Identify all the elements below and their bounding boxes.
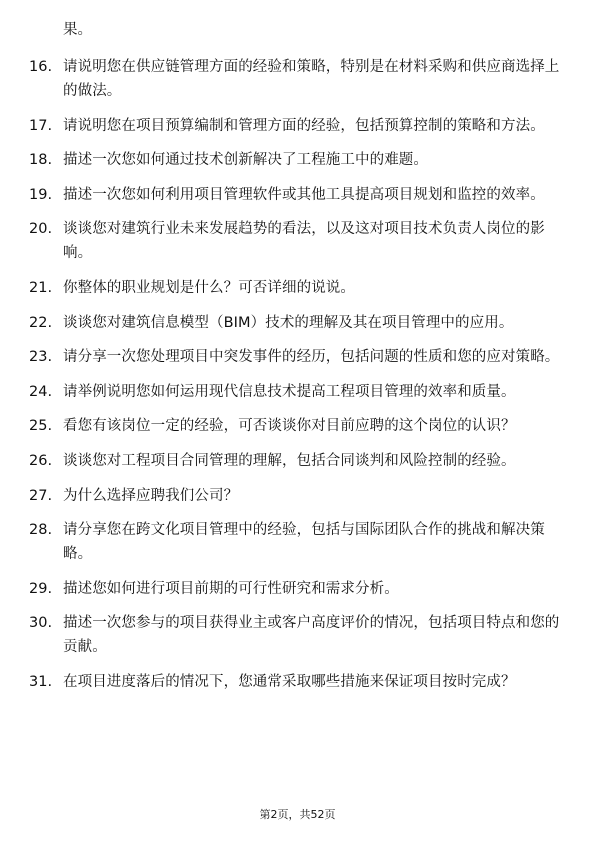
question-text: 谈谈您对工程项目合同管理的理解，包括合同谈判和风险控制的经验。: [63, 452, 516, 469]
question-number: 27.: [29, 487, 53, 504]
question-text: 请说明您在供应链管理方面的经验和策略，特别是在材料采购和供应商选择上的做法。: [63, 59, 560, 99]
question-text: 请说明您在项目预算编制和管理方面的经验，包括预算控制的策略和方法。: [63, 117, 545, 134]
question-number: 26.: [29, 452, 53, 469]
question-item: [0, 380, 595, 404]
question-text: 描述一次您如何利用项目管理软件或其他工具提高项目规划和监控的效率。: [63, 186, 545, 203]
question-number: 30.: [29, 615, 53, 632]
question-text: 看您有该岗位一定的经验，可否谈谈你对目前应聘的这个岗位的认识？: [63, 418, 516, 435]
question-item: [0, 183, 595, 207]
question-number: 16.: [29, 59, 53, 75]
question-number: 28.: [29, 522, 53, 539]
question-item: [0, 311, 595, 335]
question-item: [0, 518, 595, 566]
question-text: 描述一次您参与的项目获得业主或客户高度评价的情况，包括项目特点和您的贡献。: [63, 615, 560, 656]
question-text: 描述一次您如何通过技术创新解决了工程施工中的难题。: [63, 152, 428, 169]
question-item: [0, 670, 595, 694]
question-number: 18.: [29, 152, 53, 169]
question-number: 19.: [29, 186, 53, 203]
question-number: 23.: [29, 349, 53, 366]
question-text: 谈谈您对建筑行业未来发展趋势的看法，以及这对项目技术负责人岗位的影响。: [63, 221, 545, 262]
question-item: [0, 414, 595, 438]
question-number: 31.: [29, 673, 53, 690]
question-item: [0, 114, 595, 138]
question-text: 描述您如何进行项目前期的可行性研究和需求分析。: [63, 580, 399, 597]
question-number: 29.: [29, 580, 53, 597]
question-number: 22.: [29, 314, 53, 331]
question-item: [0, 577, 595, 601]
question-number: 17.: [29, 117, 53, 134]
question-item: [0, 55, 595, 103]
page-footer: 第2页，共52页: [259, 808, 336, 821]
question-number: 25.: [29, 418, 53, 435]
question-item: [0, 276, 595, 300]
question-text: 在项目进度落后的情况下，您通常采取哪些措施来保证项目按时完成？: [63, 673, 516, 690]
question-number: 24.: [29, 383, 53, 400]
question-item: [0, 611, 595, 659]
question-item: [0, 217, 595, 265]
question-text: 请分享您在跨文化项目管理中的经验，包括与国际团队合作的挑战和解决策略。: [63, 522, 545, 563]
question-text: 谈谈您对建筑信息模型（BIM）技术的理解及其在项目管理中的应用。: [63, 314, 514, 331]
question-text: 请分享一次您处理项目中突发事件的经历，包括问题的性质和您的应对策略。: [63, 349, 560, 366]
question-item: [0, 484, 595, 508]
question-item: [0, 148, 595, 172]
question-item: [0, 449, 595, 473]
question-number: 20.: [29, 221, 53, 238]
question-text: 为什么选择应聘我们公司？: [63, 487, 239, 504]
question-number: 21.: [29, 279, 53, 296]
question-item: [0, 345, 595, 369]
question-text: 请举例说明您如何运用现代信息技术提高工程项目管理的效率和质量。: [63, 383, 516, 400]
question-text: 你整体的职业规划是什么？可否详细的说说。: [63, 279, 355, 296]
continued-text: 果。: [63, 22, 92, 38]
question-list: [0, 55, 595, 705]
